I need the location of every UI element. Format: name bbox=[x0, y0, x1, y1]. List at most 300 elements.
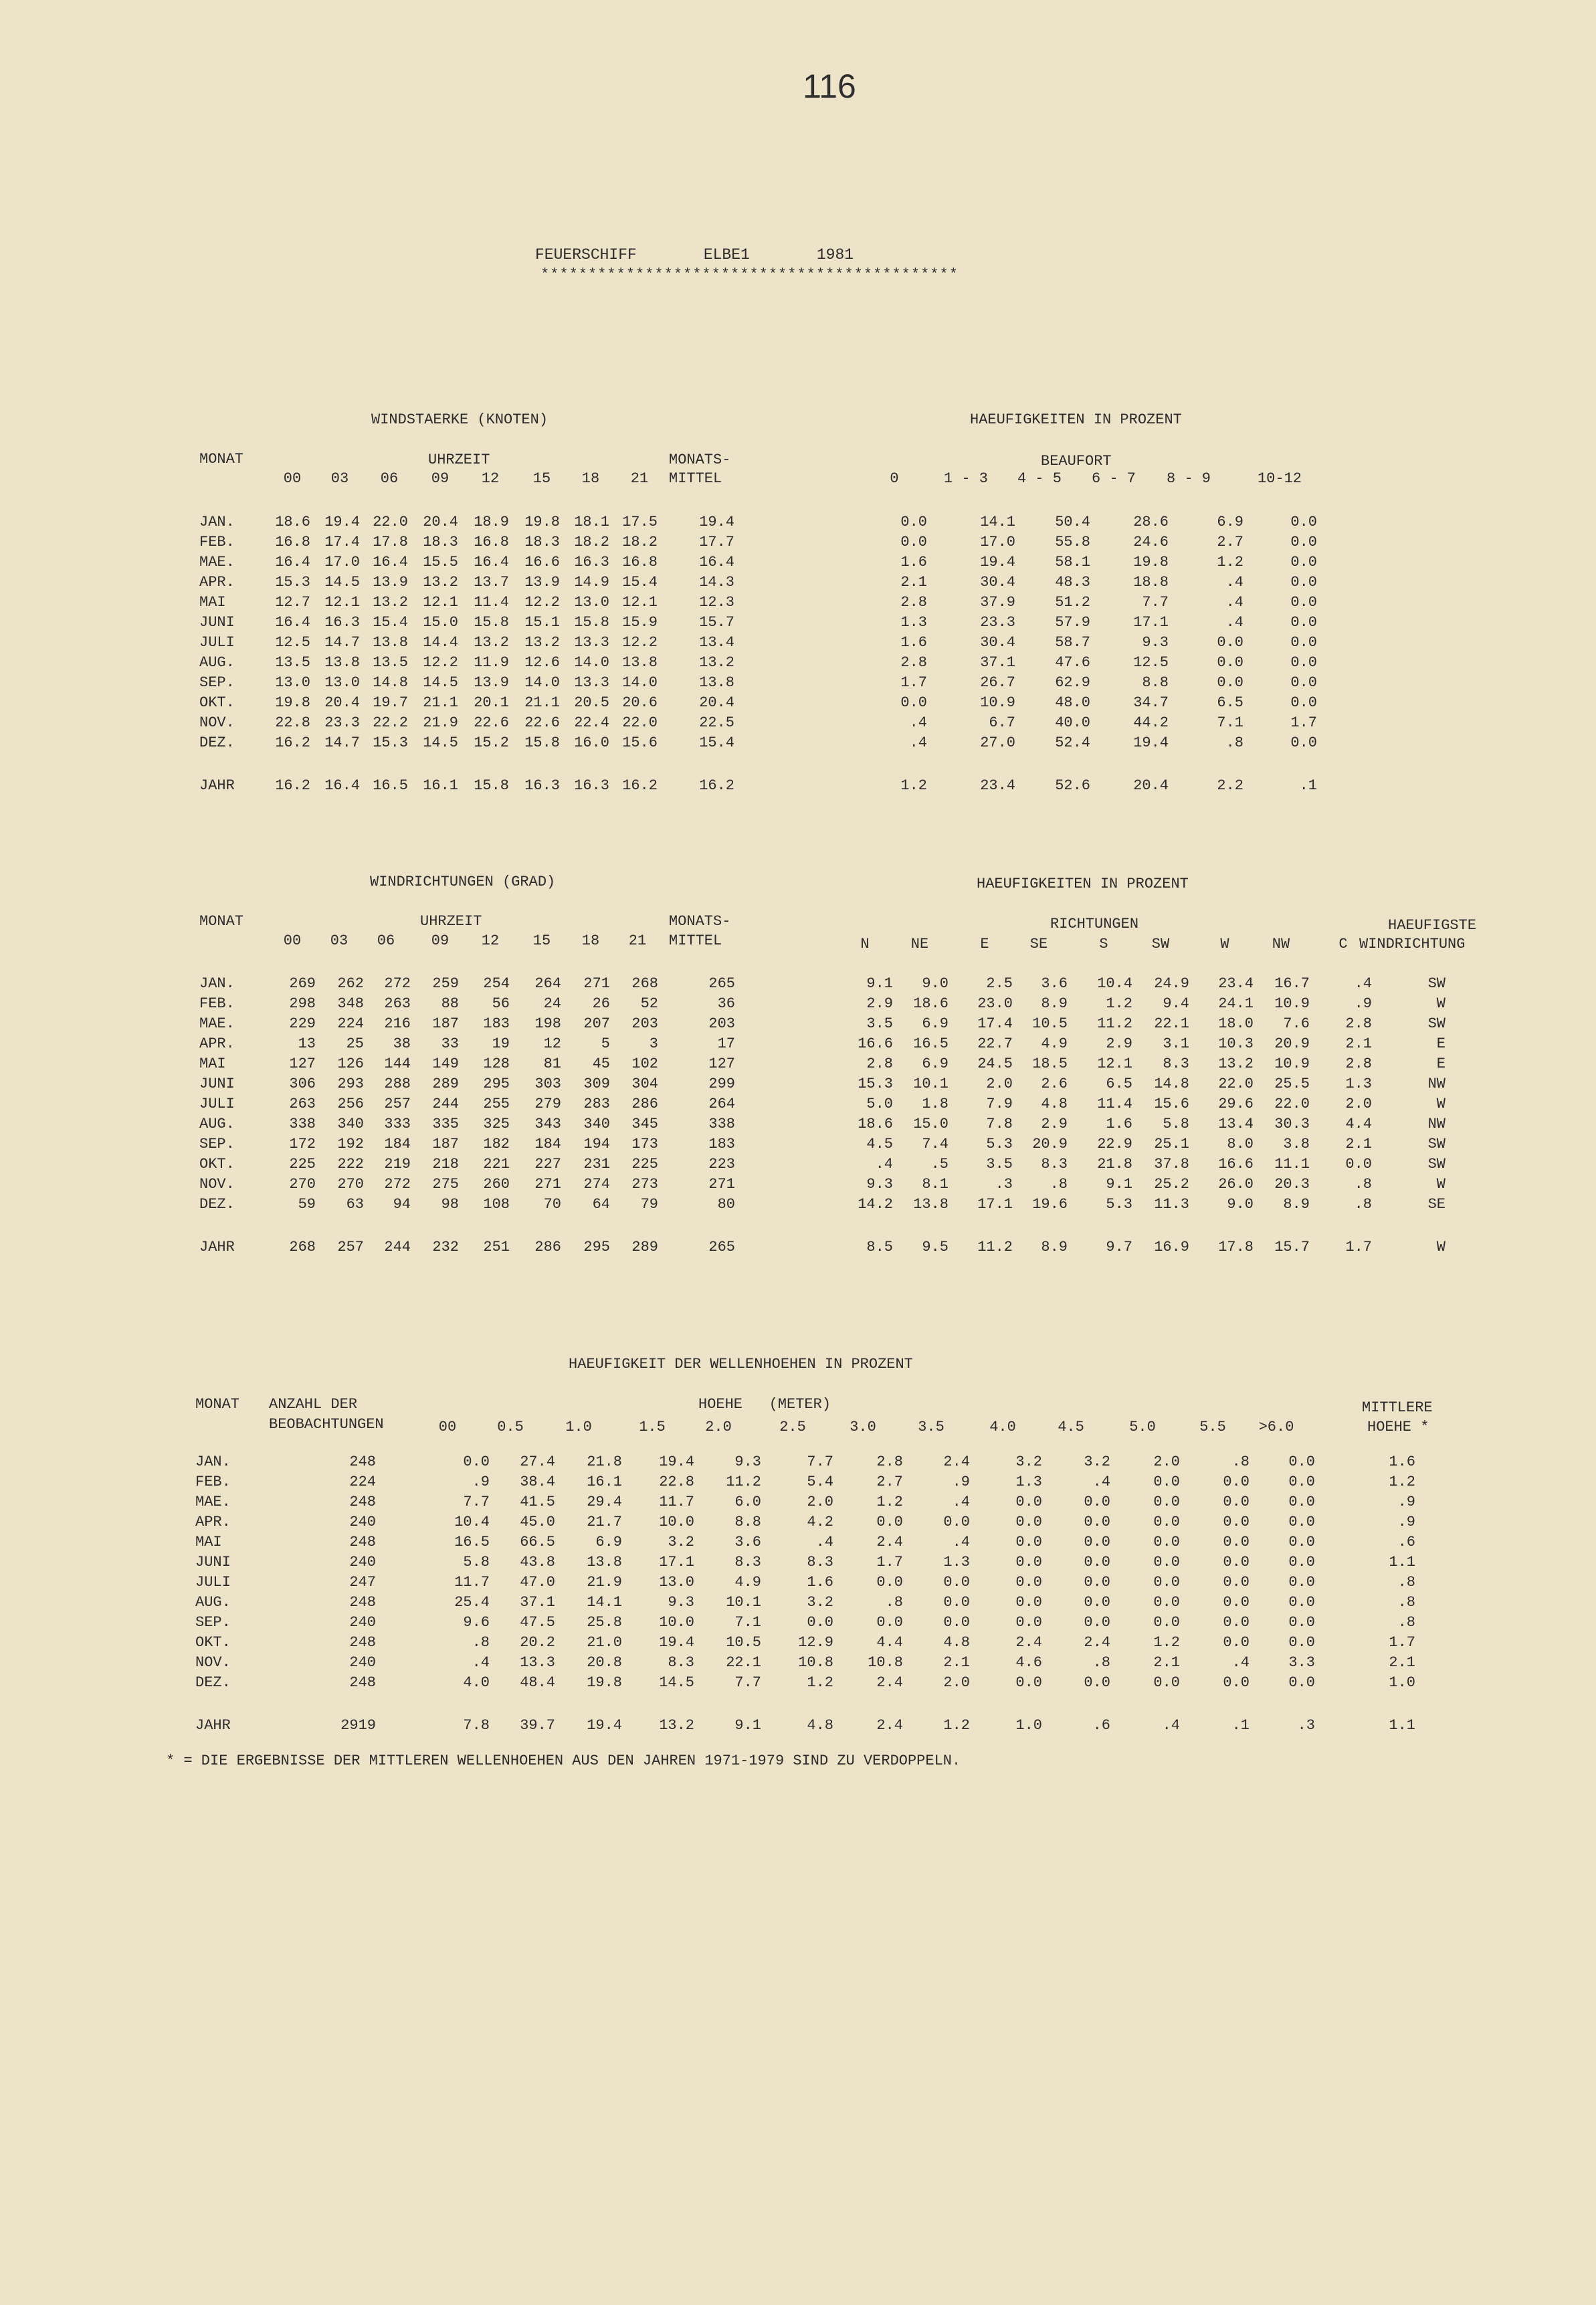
month-label: JUNI bbox=[195, 1553, 231, 1571]
wave-height-percent: 13.3 bbox=[520, 1653, 555, 1671]
wave-height-percent: 5.8 bbox=[463, 1553, 490, 1571]
wave-height-percent: 0.0 bbox=[1288, 1674, 1315, 1691]
table-row bbox=[199, 1033, 1445, 1054]
month-label: AUG. bbox=[195, 1593, 231, 1611]
wave-height-percent: 2.4 bbox=[876, 1716, 903, 1734]
month-label: OKT. bbox=[195, 1633, 231, 1651]
beaufort-percent: 0.0 bbox=[1290, 694, 1317, 711]
monthly-mean: 19.4 bbox=[699, 513, 734, 530]
wave-height-percent: 2.0 bbox=[807, 1493, 833, 1510]
wave-height-percent: 0.0 bbox=[1223, 1573, 1250, 1591]
beaufort-percent: 6.9 bbox=[1217, 513, 1243, 530]
wave-height-percent: 0.0 bbox=[1015, 1613, 1042, 1631]
wind-speed-value: 15.1 bbox=[524, 613, 560, 631]
table-row bbox=[199, 552, 1317, 572]
wave-height-percent: 1.7 bbox=[876, 1553, 903, 1571]
direction-percent: 2.6 bbox=[1041, 1075, 1068, 1092]
monthly-mean: 14.3 bbox=[699, 573, 734, 591]
wave-height-column-label: >6.0 bbox=[1258, 1419, 1294, 1435]
direction-degree: 264 bbox=[534, 975, 561, 992]
direction-percent: 2.9 bbox=[866, 995, 893, 1012]
wave-height-column-label: 2.5 bbox=[779, 1419, 806, 1435]
direction-degree: 260 bbox=[483, 1175, 510, 1193]
table-row bbox=[195, 1552, 1415, 1572]
wind-speed-value: 13.7 bbox=[474, 573, 509, 591]
month-label: FEB. bbox=[195, 1473, 231, 1490]
wave-height-percent: 0.0 bbox=[1288, 1453, 1315, 1470]
direction-degree: 149 bbox=[432, 1055, 459, 1072]
station-label: FEUERSCHIFF bbox=[535, 246, 637, 264]
mean-wave-height: 1.1 bbox=[1389, 1716, 1415, 1734]
monthly-mean: 15.7 bbox=[699, 613, 734, 631]
wind-speed-value: 22.4 bbox=[574, 714, 609, 731]
wave-height-percent: 2.0 bbox=[1153, 1453, 1180, 1470]
wave-height-percent: 0.0 bbox=[1084, 1573, 1110, 1591]
direction-degree: 283 bbox=[583, 1095, 610, 1112]
wave-height-percent: 5.4 bbox=[807, 1473, 833, 1490]
direction-percent: .9 bbox=[1354, 995, 1372, 1012]
mean-wave-height: 1.6 bbox=[1389, 1453, 1415, 1470]
beaufort-percent: 17.0 bbox=[980, 533, 1015, 550]
direction-degree: 263 bbox=[289, 1095, 316, 1112]
wave-height-percent: 3.2 bbox=[668, 1533, 694, 1550]
direction-degree: 98 bbox=[441, 1195, 459, 1213]
wind-speed-value: 16.2 bbox=[275, 777, 310, 794]
windstaerke-table bbox=[199, 512, 1317, 795]
wind-speed-value: 15.8 bbox=[524, 734, 560, 751]
month-label: DEZ. bbox=[199, 734, 235, 751]
wind-speed-value: 18.1 bbox=[574, 513, 609, 530]
wave-height-percent: 0.0 bbox=[1084, 1553, 1110, 1571]
observation-count: 248 bbox=[349, 1593, 376, 1611]
wave-height-percent: 0.0 bbox=[1288, 1553, 1315, 1571]
direction-degree: 272 bbox=[384, 975, 411, 992]
month-label: APR. bbox=[199, 1035, 235, 1052]
beaufort-percent: 0.0 bbox=[1290, 593, 1317, 611]
hour-label: 18 bbox=[581, 932, 600, 949]
direction-percent: 8.3 bbox=[1041, 1155, 1068, 1173]
mean-wave-height: .8 bbox=[1397, 1573, 1415, 1591]
direction-percent: 0.0 bbox=[1345, 1155, 1372, 1173]
monthly-mean: 264 bbox=[708, 1095, 735, 1112]
direction-percent: 18.0 bbox=[1218, 1015, 1254, 1032]
wave-height-percent: 47.5 bbox=[520, 1613, 555, 1631]
wind-speed-value: 15.3 bbox=[275, 573, 310, 591]
beaufort-percent: 27.0 bbox=[980, 734, 1015, 751]
direction-degree: 333 bbox=[384, 1115, 411, 1132]
wave-height-percent: .4 bbox=[472, 1653, 490, 1671]
direction-percent: 5.3 bbox=[986, 1135, 1013, 1152]
beaufort-percent: 57.9 bbox=[1055, 613, 1090, 631]
beaufort-percent: 28.6 bbox=[1133, 513, 1169, 530]
wave-height-percent: 25.8 bbox=[587, 1613, 622, 1631]
wind-speed-value: 13.8 bbox=[622, 654, 658, 671]
beaufort-percent: 58.7 bbox=[1055, 633, 1090, 651]
direction-degree: 271 bbox=[583, 975, 610, 992]
wave-height-column-label: 5.5 bbox=[1199, 1419, 1226, 1435]
direction-column-label: NW bbox=[1272, 936, 1290, 953]
beaufort-percent: 62.9 bbox=[1055, 674, 1090, 691]
wind-speed-value: 16.4 bbox=[324, 777, 360, 794]
direction-degree: 19 bbox=[492, 1035, 510, 1052]
direction-percent: 2.8 bbox=[1345, 1055, 1372, 1072]
wave-height-percent: 41.5 bbox=[520, 1493, 555, 1510]
wind-speed-value: 12.5 bbox=[275, 633, 310, 651]
table-row bbox=[199, 1074, 1445, 1094]
direction-percent: 21.8 bbox=[1097, 1155, 1132, 1173]
direction-degree: 102 bbox=[631, 1055, 658, 1072]
wind-speed-value: 14.0 bbox=[524, 674, 560, 691]
month-label: JUNI bbox=[199, 1075, 235, 1092]
direction-percent: 22.0 bbox=[1218, 1075, 1254, 1092]
direction-degree: 221 bbox=[483, 1155, 510, 1173]
wave-height-percent: 0.0 bbox=[1288, 1633, 1315, 1651]
wind-speed-value: 17.0 bbox=[324, 553, 360, 571]
beaufort-percent: 19.8 bbox=[1133, 553, 1169, 571]
wave-height-percent: .4 bbox=[815, 1533, 833, 1550]
direction-degree: 182 bbox=[483, 1135, 510, 1152]
wind-speed-value: 16.4 bbox=[474, 553, 509, 571]
direction-percent: 25.2 bbox=[1154, 1175, 1189, 1193]
direction-degree: 218 bbox=[432, 1155, 459, 1173]
direction-degree: 12 bbox=[543, 1035, 561, 1052]
wind-speed-value: 12.2 bbox=[524, 593, 560, 611]
monthly-mean: 16.2 bbox=[699, 777, 734, 794]
month-label: MAE. bbox=[195, 1493, 231, 1510]
wave-height-percent: 0.0 bbox=[1153, 1533, 1180, 1550]
beaufort-percent: 7.1 bbox=[1217, 714, 1243, 731]
monthly-mean: 203 bbox=[708, 1015, 735, 1032]
wave-height-percent: 0.0 bbox=[1223, 1533, 1250, 1550]
mean-wave-height: .6 bbox=[1397, 1533, 1415, 1550]
table-row bbox=[195, 1612, 1415, 1632]
wind-speed-value: 23.3 bbox=[324, 714, 360, 731]
most-frequent-direction: SW bbox=[1427, 1015, 1445, 1032]
wind-speed-value: 13.5 bbox=[373, 654, 408, 671]
beaufort-percent: 0.0 bbox=[1217, 654, 1243, 671]
wave-height-column-label: 3.5 bbox=[918, 1419, 944, 1435]
direction-percent: 2.0 bbox=[986, 1075, 1013, 1092]
uhrzeit-label-2: UHRZEIT bbox=[420, 913, 482, 930]
wind-speed-value: 13.2 bbox=[474, 633, 509, 651]
wind-speed-value: 16.0 bbox=[574, 734, 609, 751]
wind-speed-value: 12.1 bbox=[324, 593, 360, 611]
beaufort-percent: 0.0 bbox=[1290, 553, 1317, 571]
table-row bbox=[195, 1672, 1415, 1692]
beaufort-percent: 1.7 bbox=[1290, 714, 1317, 731]
beaufort-percent: 58.1 bbox=[1055, 553, 1090, 571]
beaufort-percent: 51.2 bbox=[1055, 593, 1090, 611]
direction-percent: 20.3 bbox=[1274, 1175, 1310, 1193]
wave-height-percent: .8 bbox=[1231, 1453, 1250, 1470]
table-row bbox=[199, 1154, 1445, 1174]
wave-height-percent: 9.3 bbox=[734, 1453, 761, 1470]
wind-speed-value: 15.0 bbox=[423, 613, 458, 631]
wave-height-percent: 0.0 bbox=[1015, 1573, 1042, 1591]
wave-height-percent: .3 bbox=[1297, 1716, 1315, 1734]
table-row bbox=[199, 993, 1445, 1013]
wave-height-percent: 10.8 bbox=[868, 1653, 903, 1671]
table-row bbox=[199, 1214, 1445, 1257]
wave-height-percent: 0.0 bbox=[1084, 1513, 1110, 1530]
wave-height-percent: 2.4 bbox=[1015, 1633, 1042, 1651]
wind-speed-value: 13.0 bbox=[324, 674, 360, 691]
table-row bbox=[199, 692, 1317, 712]
most-frequent-direction: W bbox=[1436, 1175, 1445, 1193]
wind-speed-value: 11.4 bbox=[474, 593, 509, 611]
windrichtung-label: WINDRICHTUNG bbox=[1359, 936, 1466, 953]
beaufort-column-label: 6 - 7 bbox=[1091, 470, 1136, 487]
mean-wave-height: .9 bbox=[1397, 1493, 1415, 1510]
direction-percent: 9.5 bbox=[922, 1238, 949, 1256]
direction-degree: 192 bbox=[337, 1135, 364, 1152]
wind-speed-value: 16.3 bbox=[574, 553, 609, 571]
wave-height-percent: 10.0 bbox=[659, 1513, 694, 1530]
beaufort-percent: 23.3 bbox=[980, 613, 1015, 631]
month-label: NOV. bbox=[199, 1175, 235, 1193]
direction-degree: 271 bbox=[534, 1175, 561, 1193]
mean-wave-height: .8 bbox=[1397, 1613, 1415, 1631]
direction-percent: 11.2 bbox=[977, 1238, 1013, 1256]
haeufigkeiten-title-1: HAEUFIGKEITEN IN PROZENT bbox=[970, 411, 1182, 428]
direction-percent: 22.9 bbox=[1097, 1135, 1132, 1152]
direction-percent: 6.5 bbox=[1106, 1075, 1132, 1092]
hour-label: 12 bbox=[481, 932, 500, 949]
direction-degree: 45 bbox=[592, 1055, 610, 1072]
wave-height-percent: 0.0 bbox=[1084, 1674, 1110, 1691]
wave-height-percent: 4.8 bbox=[807, 1716, 833, 1734]
wind-speed-value: 15.2 bbox=[474, 734, 509, 751]
wind-speed-value: 22.0 bbox=[622, 714, 658, 731]
wave-height-percent: 2.4 bbox=[943, 1453, 970, 1470]
hour-label: 18 bbox=[581, 470, 600, 487]
month-label: FEB. bbox=[199, 995, 235, 1012]
direction-percent: 6.9 bbox=[922, 1015, 949, 1032]
wave-height-percent: 0.0 bbox=[1015, 1553, 1042, 1571]
beaufort-percent: 6.5 bbox=[1217, 694, 1243, 711]
direction-column-label: NE bbox=[910, 936, 929, 953]
month-label: DEZ. bbox=[195, 1674, 231, 1691]
wind-speed-value: 13.8 bbox=[373, 633, 408, 651]
wind-speed-value: 12.6 bbox=[524, 654, 560, 671]
direction-percent: 5.8 bbox=[1163, 1115, 1189, 1132]
direction-degree: 25 bbox=[346, 1035, 364, 1052]
direction-degree: 225 bbox=[289, 1155, 316, 1173]
wind-speed-value: 13.2 bbox=[373, 593, 408, 611]
mean-wave-height: .9 bbox=[1397, 1513, 1415, 1530]
hour-label: 09 bbox=[431, 470, 450, 487]
month-label: MAI bbox=[199, 1055, 226, 1072]
beaufort-percent: 44.2 bbox=[1133, 714, 1169, 731]
wave-height-percent: 7.7 bbox=[463, 1493, 490, 1510]
direction-degree: 257 bbox=[384, 1095, 411, 1112]
direction-degree: 173 bbox=[631, 1135, 658, 1152]
monthly-mean: 183 bbox=[708, 1135, 735, 1152]
wave-height-percent: 0.0 bbox=[1223, 1513, 1250, 1530]
hour-label: 15 bbox=[532, 932, 551, 949]
month-label: JAN. bbox=[199, 975, 235, 992]
wind-speed-value: 16.5 bbox=[373, 777, 408, 794]
beaufort-percent: 37.1 bbox=[980, 654, 1015, 671]
wave-height-percent: 4.4 bbox=[876, 1633, 903, 1651]
wave-height-percent: 13.2 bbox=[659, 1716, 694, 1734]
direction-percent: 14.2 bbox=[858, 1195, 893, 1213]
wave-height-percent: 0.0 bbox=[1153, 1593, 1180, 1611]
direction-degree: 184 bbox=[384, 1135, 411, 1152]
wave-height-percent: 2.4 bbox=[876, 1674, 903, 1691]
wind-speed-value: 18.6 bbox=[275, 513, 310, 530]
wave-height-percent: 9.1 bbox=[734, 1716, 761, 1734]
beaufort-percent: 30.4 bbox=[980, 573, 1015, 591]
wave-height-percent: 0.0 bbox=[1015, 1593, 1042, 1611]
anzahl-label: ANZAHL DER bbox=[269, 1396, 358, 1413]
beaufort-percent: 48.3 bbox=[1055, 573, 1090, 591]
wave-height-percent: 1.2 bbox=[943, 1716, 970, 1734]
direction-percent: 10.5 bbox=[1032, 1015, 1068, 1032]
direction-percent: 9.1 bbox=[866, 975, 893, 992]
direction-percent: 18.6 bbox=[858, 1115, 893, 1132]
wave-height-percent: .6 bbox=[1092, 1716, 1110, 1734]
month-label: MAI bbox=[195, 1533, 222, 1550]
wind-speed-value: 15.3 bbox=[373, 734, 408, 751]
wind-speed-value: 14.9 bbox=[574, 573, 609, 591]
wave-height-column-label: 5.0 bbox=[1129, 1419, 1156, 1435]
direction-degree: 273 bbox=[631, 1175, 658, 1193]
wave-height-percent: 27.4 bbox=[520, 1453, 555, 1470]
beaufort-percent: 0.0 bbox=[1290, 613, 1317, 631]
month-label: JAHR bbox=[195, 1716, 231, 1734]
hour-label: 03 bbox=[330, 932, 348, 949]
month-label: JULI bbox=[199, 1095, 235, 1112]
wind-speed-value: 15.4 bbox=[622, 573, 658, 591]
direction-percent: 17.8 bbox=[1218, 1238, 1254, 1256]
direction-degree: 224 bbox=[337, 1015, 364, 1032]
direction-percent: 13.2 bbox=[1218, 1055, 1254, 1072]
month-label: JAN. bbox=[199, 513, 235, 530]
table-row bbox=[199, 753, 1317, 795]
wave-height-percent: .4 bbox=[952, 1493, 970, 1510]
monthly-mean: 271 bbox=[708, 1175, 735, 1193]
wave-height-percent: .4 bbox=[1231, 1653, 1250, 1671]
beaufort-percent: 50.4 bbox=[1055, 513, 1090, 530]
direction-percent: 9.3 bbox=[866, 1175, 893, 1193]
direction-column-label: E bbox=[980, 936, 989, 953]
beaufort-percent: 0.0 bbox=[1290, 654, 1317, 671]
direction-percent: 3.5 bbox=[986, 1155, 1013, 1173]
direction-degree: 227 bbox=[534, 1155, 561, 1173]
direction-percent: 9.0 bbox=[1227, 1195, 1254, 1213]
direction-degree: 274 bbox=[583, 1175, 610, 1193]
direction-percent: 8.3 bbox=[1163, 1055, 1189, 1072]
table-row bbox=[195, 1632, 1415, 1652]
wave-height-percent: 0.0 bbox=[1153, 1493, 1180, 1510]
wave-height-percent: 37.1 bbox=[520, 1593, 555, 1611]
month-label: MAE. bbox=[199, 553, 235, 571]
beaufort-percent: 17.1 bbox=[1133, 613, 1169, 631]
wind-speed-value: 22.2 bbox=[373, 714, 408, 731]
mittel-label-2: MITTEL bbox=[669, 932, 722, 949]
observation-count: 247 bbox=[349, 1573, 376, 1591]
monthly-mean: 265 bbox=[708, 975, 735, 992]
direction-degree: 232 bbox=[432, 1238, 459, 1256]
month-label: AUG. bbox=[199, 654, 235, 671]
direction-percent: 30.3 bbox=[1274, 1115, 1310, 1132]
mean-wave-height: 1.2 bbox=[1389, 1473, 1415, 1490]
direction-percent: 9.1 bbox=[1106, 1175, 1132, 1193]
wave-height-percent: 47.0 bbox=[520, 1573, 555, 1591]
windrichtungen-table bbox=[199, 973, 1445, 1257]
hour-label: 09 bbox=[431, 932, 450, 949]
direction-percent: 9.0 bbox=[922, 975, 949, 992]
wave-height-percent: 0.0 bbox=[1153, 1674, 1180, 1691]
monat-label: MONAT bbox=[199, 451, 244, 468]
direction-percent: 25.1 bbox=[1154, 1135, 1189, 1152]
wind-speed-value: 12.2 bbox=[622, 633, 658, 651]
wave-height-percent: 4.2 bbox=[807, 1513, 833, 1530]
direction-degree: 56 bbox=[492, 995, 510, 1012]
wave-height-percent: 0.0 bbox=[1153, 1613, 1180, 1631]
wind-speed-value: 14.7 bbox=[324, 633, 360, 651]
wave-height-percent: 21.7 bbox=[587, 1513, 622, 1530]
table-row bbox=[199, 1134, 1445, 1154]
direction-degree: 231 bbox=[583, 1155, 610, 1173]
windstaerke-title: WINDSTAERKE (KNOTEN) bbox=[371, 411, 548, 428]
observation-count: 248 bbox=[349, 1674, 376, 1691]
direction-degree: 340 bbox=[583, 1115, 610, 1132]
wind-speed-value: 13.8 bbox=[324, 654, 360, 671]
hour-label: 06 bbox=[377, 932, 395, 949]
wave-height-percent: 0.0 bbox=[943, 1593, 970, 1611]
wave-height-percent: .8 bbox=[885, 1593, 903, 1611]
wave-height-percent: 0.0 bbox=[876, 1513, 903, 1530]
direction-percent: 16.6 bbox=[858, 1035, 893, 1052]
direction-degree: 286 bbox=[631, 1095, 658, 1112]
direction-percent: 8.1 bbox=[922, 1175, 949, 1193]
mean-wave-height: 1.0 bbox=[1389, 1674, 1415, 1691]
beaufort-percent: 2.1 bbox=[900, 573, 927, 591]
beaufort-percent: 1.2 bbox=[1217, 553, 1243, 571]
wave-height-percent: 3.3 bbox=[1288, 1653, 1315, 1671]
direction-degree: 335 bbox=[432, 1115, 459, 1132]
wave-height-percent: 7.1 bbox=[734, 1613, 761, 1631]
direction-degree: 338 bbox=[289, 1115, 316, 1132]
wave-height-percent: 16.1 bbox=[587, 1473, 622, 1490]
beaufort-percent: .8 bbox=[1225, 734, 1243, 751]
direction-degree: 24 bbox=[543, 995, 561, 1012]
monthly-mean: 12.3 bbox=[699, 593, 734, 611]
wind-speed-value: 16.8 bbox=[275, 533, 310, 550]
month-label: SEP. bbox=[199, 1135, 235, 1152]
beaufort-percent: 12.5 bbox=[1133, 654, 1169, 671]
direction-percent: 18.6 bbox=[913, 995, 949, 1012]
wave-height-percent: 0.0 bbox=[1015, 1513, 1042, 1530]
direction-degree: 144 bbox=[384, 1055, 411, 1072]
wind-speed-value: 21.9 bbox=[423, 714, 458, 731]
wellenhoehen-title: HAEUFIGKEIT DER WELLENHOEHEN IN PROZENT bbox=[569, 1356, 913, 1373]
beaufort-percent: 1.2 bbox=[900, 777, 927, 794]
wave-height-percent: 21.0 bbox=[587, 1633, 622, 1651]
direction-degree: 345 bbox=[631, 1115, 658, 1132]
direction-degree: 309 bbox=[583, 1075, 610, 1092]
direction-percent: 2.8 bbox=[1345, 1015, 1372, 1032]
wave-height-percent: 39.7 bbox=[520, 1716, 555, 1734]
wave-height-column-label: 1.0 bbox=[565, 1419, 592, 1435]
wave-height-percent: 0.0 bbox=[1015, 1533, 1042, 1550]
wind-speed-value: 16.4 bbox=[275, 553, 310, 571]
direction-degree: 194 bbox=[583, 1135, 610, 1152]
direction-percent: 3.1 bbox=[1163, 1035, 1189, 1052]
direction-degree: 272 bbox=[384, 1175, 411, 1193]
